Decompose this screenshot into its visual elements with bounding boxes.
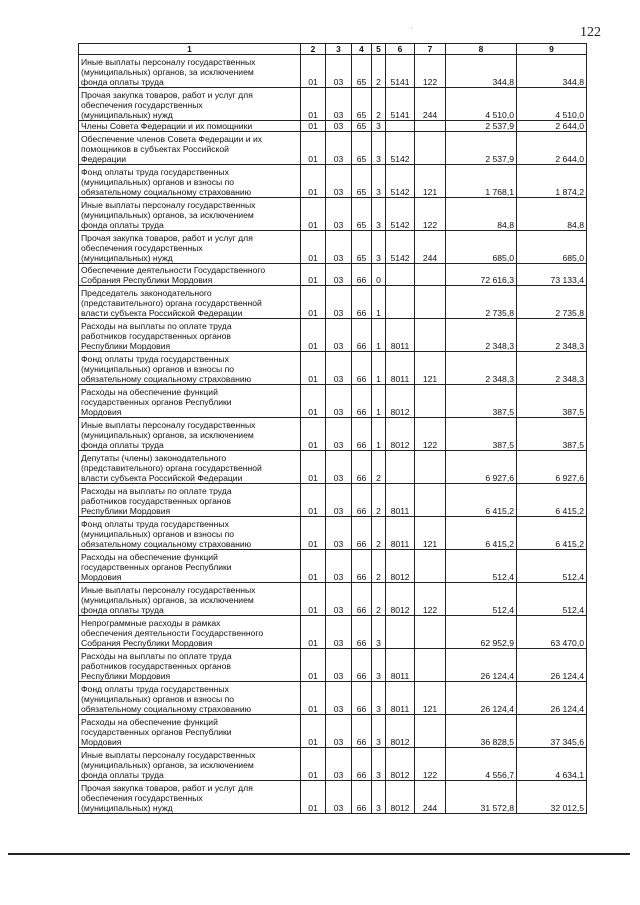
expense-type-code [415, 264, 446, 286]
table-row [79, 121, 587, 132]
expense-type-code: 244 [415, 781, 446, 814]
expense-type-code: 121 [415, 165, 446, 198]
amount-col9: 387,5 [517, 418, 587, 451]
expense-type-code [415, 649, 446, 682]
target-article-code: 5142 [386, 231, 415, 264]
program-code: 66 [352, 649, 372, 682]
target-article-code [386, 286, 415, 319]
amount-col8: 387,5 [446, 385, 517, 418]
budget-table [78, 43, 587, 814]
column-header-8: 8 [446, 44, 517, 55]
program-code: 66 [352, 385, 372, 418]
target-article-code [386, 121, 415, 132]
section-code: 01 [301, 319, 326, 352]
amount-col8: 4 510,0 [446, 88, 517, 121]
subprogram-code: 2 [372, 550, 386, 583]
table-row [79, 165, 587, 198]
amount-col9: 512,4 [517, 583, 587, 616]
subsection-code: 03 [326, 418, 352, 451]
section-code: 01 [301, 616, 326, 649]
amount-col8: 387,5 [446, 418, 517, 451]
amount-col9: 4 510,0 [517, 88, 587, 121]
subprogram-code: 3 [372, 781, 386, 814]
subsection-code: 03 [326, 198, 352, 231]
amount-col9: 26 124,4 [517, 649, 587, 682]
table-row [79, 682, 587, 715]
table-row [79, 715, 587, 748]
target-article-code: 8012 [386, 385, 415, 418]
section-code: 01 [301, 550, 326, 583]
subsection-code: 03 [326, 583, 352, 616]
amount-col9: 2 644,0 [517, 121, 587, 132]
item-name: Прочая закупка товаров, работ и услуг для обеспечения государственных (муниципальных) нужд [79, 781, 301, 814]
subprogram-code: 2 [372, 55, 386, 88]
amount-col8: 6 927,6 [446, 451, 517, 484]
subsection-code: 03 [326, 88, 352, 121]
target-article-code: 5141 [386, 88, 415, 121]
program-code: 66 [352, 352, 372, 385]
target-article-code [386, 264, 415, 286]
program-code: 66 [352, 319, 372, 352]
section-code: 01 [301, 418, 326, 451]
section-code: 01 [301, 484, 326, 517]
subprogram-code: 1 [372, 319, 386, 352]
table-row [79, 550, 587, 583]
subprogram-code: 2 [372, 88, 386, 121]
section-code: 01 [301, 165, 326, 198]
section-code: 01 [301, 88, 326, 121]
section-code: 01 [301, 352, 326, 385]
section-code: 01 [301, 121, 326, 132]
item-name: Расходы на обеспечение функций государственных органов Республики Мордовия [79, 715, 301, 748]
amount-col9: 2 348,3 [517, 352, 587, 385]
amount-col9: 37 345,6 [517, 715, 587, 748]
table-row [79, 583, 587, 616]
table-row [79, 231, 587, 264]
table-row [79, 286, 587, 319]
subprogram-code: 3 [372, 682, 386, 715]
subsection-code: 03 [326, 517, 352, 550]
expense-type-code [415, 286, 446, 319]
section-code: 01 [301, 748, 326, 781]
section-code: 01 [301, 517, 326, 550]
amount-col9: 344,8 [517, 55, 587, 88]
subprogram-code: 0 [372, 264, 386, 286]
amount-col8: 2 537,9 [446, 132, 517, 165]
target-article-code: 8011 [386, 682, 415, 715]
target-article-code: 8012 [386, 781, 415, 814]
amount-col8: 72 616,3 [446, 264, 517, 286]
expense-type-code [415, 132, 446, 165]
amount-col9: 84,8 [517, 198, 587, 231]
program-code: 66 [352, 748, 372, 781]
expense-type-code [415, 385, 446, 418]
target-article-code: 5142 [386, 198, 415, 231]
item-name: Председатель законодательного (представительного) органа государственной власти субъекта Российской Федерации [79, 286, 301, 319]
expense-type-code: 122 [415, 418, 446, 451]
column-header-6: 6 [386, 44, 415, 55]
item-name: Обеспечение членов Совета Федерации и их помощников в субъектах Российской Федерации [79, 132, 301, 165]
column-header-2: 2 [301, 44, 326, 55]
target-article-code: 8012 [386, 418, 415, 451]
item-name: Непрограммные расходы в рамках обеспечения деятельности Государственного Собрания Республики Мордовия [79, 616, 301, 649]
amount-col9: 26 124,4 [517, 682, 587, 715]
table-row [79, 198, 587, 231]
program-code: 65 [352, 198, 372, 231]
table-row [79, 451, 587, 484]
item-name: Фонд оплаты труда государственных (муниципальных) органов и взносы по обязательному социальному страхованию [79, 682, 301, 715]
item-name: Члены Совета Федерации и их помощники [79, 121, 301, 132]
expense-type-code: 122 [415, 55, 446, 88]
section-code: 01 [301, 264, 326, 286]
table-row [79, 264, 587, 286]
expense-type-code: 244 [415, 88, 446, 121]
amount-col8: 2 735,8 [446, 286, 517, 319]
subprogram-code: 1 [372, 385, 386, 418]
table-row [79, 55, 587, 88]
section-code: 01 [301, 715, 326, 748]
expense-type-code: 244 [415, 231, 446, 264]
subprogram-code: 3 [372, 132, 386, 165]
table-body [79, 55, 587, 814]
target-article-code: 8012 [386, 550, 415, 583]
amount-col8: 512,4 [446, 583, 517, 616]
expense-type-code: 122 [415, 198, 446, 231]
subsection-code: 03 [326, 682, 352, 715]
table-row [79, 132, 587, 165]
target-article-code [386, 616, 415, 649]
amount-col8: 344,8 [446, 55, 517, 88]
table-row [79, 649, 587, 682]
expense-type-code [415, 319, 446, 352]
table-row [79, 385, 587, 418]
section-code: 01 [301, 649, 326, 682]
page-number: 122 [580, 25, 601, 40]
item-name: Фонд оплаты труда государственных (муниципальных) органов и взносы по обязательному социальному страхованию [79, 165, 301, 198]
section-code: 01 [301, 132, 326, 165]
amount-col8: 6 415,2 [446, 517, 517, 550]
section-code: 01 [301, 231, 326, 264]
subsection-code: 03 [326, 550, 352, 583]
expense-type-code [415, 451, 446, 484]
target-article-code: 5142 [386, 165, 415, 198]
subprogram-code: 3 [372, 715, 386, 748]
subprogram-code: 3 [372, 165, 386, 198]
target-article-code: 5142 [386, 132, 415, 165]
item-name: Расходы на обеспечение функций государственных органов Республики Мордовия [79, 550, 301, 583]
item-name: Расходы на выплаты по оплате труда работников государственных органов Республики Мордовия [79, 649, 301, 682]
program-code: 65 [352, 88, 372, 121]
program-code: 66 [352, 583, 372, 616]
table-row [79, 517, 587, 550]
amount-col9: 512,4 [517, 550, 587, 583]
program-code: 65 [352, 231, 372, 264]
amount-col8: 2 348,3 [446, 352, 517, 385]
program-code: 66 [352, 781, 372, 814]
subprogram-code: 2 [372, 484, 386, 517]
program-code: 66 [352, 418, 372, 451]
item-name: Депутаты (члены) законодательного (представительного) органа государственной власти субъекта Российской Федерации [79, 451, 301, 484]
table-row [79, 616, 587, 649]
program-code: 66 [352, 286, 372, 319]
target-article-code [386, 451, 415, 484]
subsection-code: 03 [326, 132, 352, 165]
amount-col9: 2 735,8 [517, 286, 587, 319]
amount-col8: 685,0 [446, 231, 517, 264]
target-article-code: 5141 [386, 55, 415, 88]
subsection-code: 03 [326, 484, 352, 517]
target-article-code: 8011 [386, 484, 415, 517]
item-name: Фонд оплаты труда государственных (муниципальных) органов и взносы по обязательному социальному страхованию [79, 352, 301, 385]
table-row [79, 352, 587, 385]
subprogram-code: 3 [372, 231, 386, 264]
subprogram-code: 1 [372, 286, 386, 319]
expense-type-code [415, 715, 446, 748]
column-header-7: 7 [415, 44, 446, 55]
amount-col9: 2 644,0 [517, 132, 587, 165]
table-row [79, 484, 587, 517]
amount-col8: 36 828,5 [446, 715, 517, 748]
header-row [79, 44, 587, 55]
amount-col8: 512,4 [446, 550, 517, 583]
amount-col8: 84,8 [446, 198, 517, 231]
expense-type-code: 121 [415, 517, 446, 550]
amount-col9: 4 634,1 [517, 748, 587, 781]
column-header-9: 9 [517, 44, 587, 55]
amount-col9: 685,0 [517, 231, 587, 264]
target-article-code: 8011 [386, 319, 415, 352]
amount-col9: 63 470,0 [517, 616, 587, 649]
item-name: Иные выплаты персоналу государственных (муниципальных) органов, за исключением фонда оплаты труда [79, 418, 301, 451]
amount-col9: 6 415,2 [517, 517, 587, 550]
subsection-code: 03 [326, 649, 352, 682]
expense-type-code [415, 616, 446, 649]
program-code: 66 [352, 715, 372, 748]
section-code: 01 [301, 385, 326, 418]
subsection-code: 03 [326, 231, 352, 264]
subsection-code: 03 [326, 319, 352, 352]
program-code: 66 [352, 682, 372, 715]
amount-col9: 6 927,6 [517, 451, 587, 484]
section-code: 01 [301, 781, 326, 814]
target-article-code: 8012 [386, 583, 415, 616]
scan-artifact: · [410, 23, 413, 32]
amount-col8: 26 124,4 [446, 649, 517, 682]
program-code: 66 [352, 451, 372, 484]
amount-col8: 31 572,8 [446, 781, 517, 814]
item-name: Расходы на обеспечение функций государственных органов Республики Мордовия [79, 385, 301, 418]
subsection-code: 03 [326, 748, 352, 781]
table-row [79, 781, 587, 814]
subsection-code: 03 [326, 121, 352, 132]
expense-type-code: 121 [415, 352, 446, 385]
section-code: 01 [301, 583, 326, 616]
subprogram-code: 1 [372, 418, 386, 451]
section-code: 01 [301, 198, 326, 231]
program-code: 66 [352, 550, 372, 583]
subsection-code: 03 [326, 165, 352, 198]
amount-col8: 2 537,9 [446, 121, 517, 132]
section-code: 01 [301, 451, 326, 484]
expense-type-code: 122 [415, 748, 446, 781]
amount-col8: 6 415,2 [446, 484, 517, 517]
amount-col9: 6 415,2 [517, 484, 587, 517]
subprogram-code: 2 [372, 583, 386, 616]
program-code: 65 [352, 165, 372, 198]
subprogram-code: 3 [372, 121, 386, 132]
amount-col9: 2 348,3 [517, 319, 587, 352]
item-name: Иные выплаты персоналу государственных (муниципальных) органов, за исключением фонда оплаты труда [79, 55, 301, 88]
column-header-3: 3 [326, 44, 352, 55]
subprogram-code: 3 [372, 649, 386, 682]
subsection-code: 03 [326, 451, 352, 484]
item-name: Иные выплаты персоналу государственных (муниципальных) органов, за исключением фонда оплаты труда [79, 583, 301, 616]
subprogram-code: 1 [372, 352, 386, 385]
item-name: Прочая закупка товаров, работ и услуг для обеспечения государственных (муниципальных) нужд [79, 231, 301, 264]
expense-type-code: 121 [415, 682, 446, 715]
table-row [79, 88, 587, 121]
item-name: Обеспечение деятельности Государственного Собрания Республики Мордовия [79, 264, 301, 286]
program-code: 65 [352, 55, 372, 88]
subprogram-code: 3 [372, 198, 386, 231]
subsection-code: 03 [326, 616, 352, 649]
subsection-code: 03 [326, 715, 352, 748]
program-code: 66 [352, 264, 372, 286]
item-name: Расходы на выплаты по оплате труда работников государственных органов Республики Мордовия [79, 484, 301, 517]
amount-col9: 1 874,2 [517, 165, 587, 198]
expense-type-code [415, 550, 446, 583]
program-code: 65 [352, 121, 372, 132]
section-code: 01 [301, 286, 326, 319]
item-name: Расходы на выплаты по оплате труда работников государственных органов Республики Мордовия [79, 319, 301, 352]
subsection-code: 03 [326, 55, 352, 88]
subprogram-code: 2 [372, 451, 386, 484]
subsection-code: 03 [326, 352, 352, 385]
amount-col9: 73 133,4 [517, 264, 587, 286]
bottom-rule [8, 853, 630, 855]
program-code: 66 [352, 517, 372, 550]
target-article-code: 8012 [386, 715, 415, 748]
expense-type-code [415, 121, 446, 132]
program-code: 66 [352, 616, 372, 649]
subprogram-code: 2 [372, 517, 386, 550]
section-code: 01 [301, 55, 326, 88]
item-name: Иные выплаты персоналу государственных (муниципальных) органов, за исключением фонда оплаты труда [79, 198, 301, 231]
amount-col8: 1 768,1 [446, 165, 517, 198]
amount-col8: 26 124,4 [446, 682, 517, 715]
subsection-code: 03 [326, 264, 352, 286]
amount-col9: 387,5 [517, 385, 587, 418]
table-row [79, 748, 587, 781]
amount-col8: 2 348,3 [446, 319, 517, 352]
program-code: 65 [352, 132, 372, 165]
expense-type-code [415, 484, 446, 517]
subsection-code: 03 [326, 286, 352, 319]
expense-type-code: 122 [415, 583, 446, 616]
amount-col8: 4 556,7 [446, 748, 517, 781]
target-article-code: 8011 [386, 649, 415, 682]
amount-col9: 32 012,5 [517, 781, 587, 814]
item-name: Фонд оплаты труда государственных (муниципальных) органов и взносы по обязательному социальному страхованию [79, 517, 301, 550]
column-header-4: 4 [352, 44, 372, 55]
table-row [79, 319, 587, 352]
item-name: Прочая закупка товаров, работ и услуг для обеспечения государственных (муниципальных) нужд [79, 88, 301, 121]
column-header-1: 1 [79, 44, 301, 55]
subsection-code: 03 [326, 385, 352, 418]
table-row [79, 418, 587, 451]
target-article-code: 8011 [386, 352, 415, 385]
amount-col8: 62 952,9 [446, 616, 517, 649]
item-name: Иные выплаты персоналу государственных (муниципальных) органов, за исключением фонда оплаты труда [79, 748, 301, 781]
subprogram-code: 3 [372, 748, 386, 781]
subsection-code: 03 [326, 781, 352, 814]
target-article-code: 8012 [386, 748, 415, 781]
section-code: 01 [301, 682, 326, 715]
program-code: 66 [352, 484, 372, 517]
target-article-code: 8011 [386, 517, 415, 550]
column-header-5: 5 [372, 44, 386, 55]
subprogram-code: 3 [372, 616, 386, 649]
